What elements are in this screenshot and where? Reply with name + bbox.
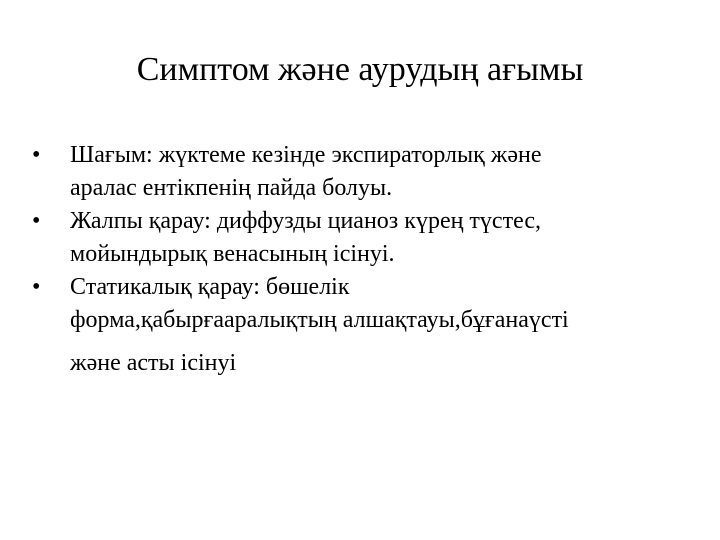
bullet-item-general-exam <box>32 205 692 271</box>
bullet-text-line: Жалпы қарау: диффузды цианоз күрең түстес, <box>70 208 541 234</box>
bullet-text-line: және асты ісінуі <box>70 350 237 376</box>
bullet-marker: • <box>32 208 41 234</box>
bullet-text-line: Статикалық қарау: бөшелік <box>70 274 350 300</box>
bullet-item-static-exam <box>32 271 692 380</box>
bullet-text-line: форма,қабырғааралықтың алшақтауы,бұғанаүсті <box>70 307 569 333</box>
bullet-text-line: аралас ентікпенің пайда болуы. <box>70 175 393 201</box>
bullet-text-line: мойындырық венасының ісінуі. <box>70 241 395 267</box>
bullet-item-complaint <box>32 139 692 205</box>
slide-title: Симптом және аурудың ағымы <box>136 51 584 88</box>
bullet-marker: • <box>32 274 41 300</box>
bullet-marker: • <box>32 142 41 168</box>
bullet-text-line: Шағым: жүктеме кезінде экспираторлық және <box>70 142 542 168</box>
bullet-list <box>32 139 692 380</box>
